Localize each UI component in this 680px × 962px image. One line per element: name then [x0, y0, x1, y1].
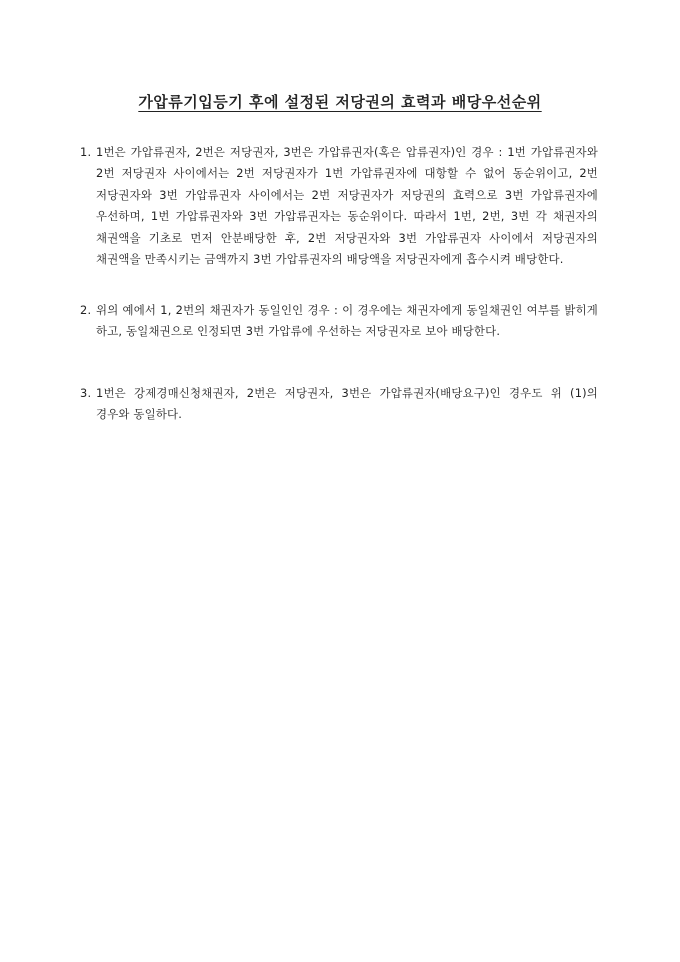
list-item-text: 위의 예에서 1, 2번의 채권자가 동일인인 경우 : 이 경우에는 채권자에게 동일채권인 여부를 밝히게 하고, 동일채권으로 인정되면 3번 가압류에 우선하는 저당권자로 보아 배당한다.	[96, 303, 598, 339]
document-title	[60, 92, 620, 112]
list-item-text: 1번은 가압류권자, 2번은 저당권자, 3번은 가압류권자(혹은 압류권자)인 경우 : 1번 가압류권자와 2번 저당권자 사이에서는 2번 저당권자가 1번 가압류권자에 대항할 수 없어 동순위이고, 2번 저당권자와 3번 가압류권자 사이에서는 2번 저당권자가 저당권의 효력으로 3번 가압류권자에 우선하며, 1번 가압류권자와 3번 가압류권자는 동순위이다. 따라서 1번, 2번, 3번 각 채권자의 채권액을 기초로 먼저 안분배당한 후, 2번 저당권자와 3번 가압류권자 사이에서 저당권자의 채권액을 만족시키는 금액까지 3번 가압류권자의 배당액을 저당권자에게 흡수시켜 배당한다.	[96, 145, 598, 267]
list-item-text: 1번은 강제경매신청채권자, 2번은 저당권자, 3번은 가압류권자(배당요구)인 경우도 위 (1)의 경우와 동일하다.	[96, 386, 598, 422]
list-item-3	[80, 383, 598, 426]
list-item-2	[80, 300, 598, 343]
list-item-number: 2.	[80, 303, 92, 317]
list-item-number: 3.	[80, 386, 92, 400]
list-item-1	[80, 142, 598, 270]
list-item-number: 1.	[80, 145, 92, 159]
document-title-text: 가압류기입등기 후에 설정된 저당권의 효력과 배당우선순위	[138, 93, 542, 111]
